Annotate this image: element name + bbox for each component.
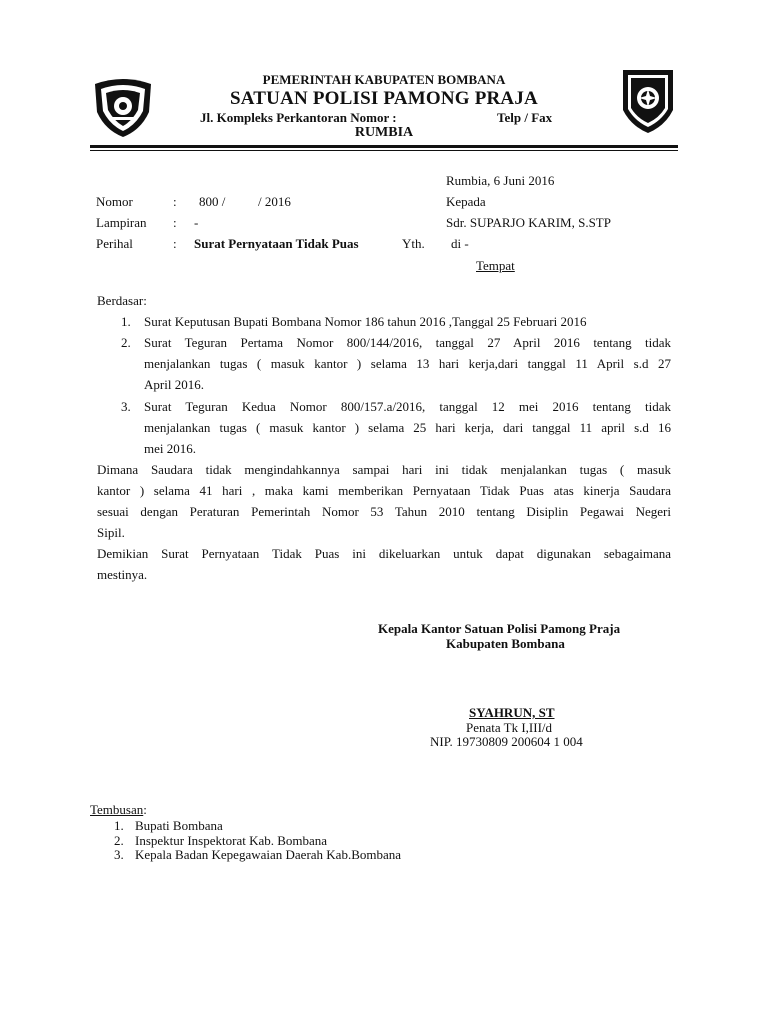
nomor-label: Nomor [96,194,133,209]
kepada-label: Kepada [446,194,486,209]
kop-telp: Telp / Fax [497,110,553,125]
letterhead-divider-thin [90,150,678,151]
tembusan-item: 3. Kepala Badan Kepegawaian Daerah Kab.Bombana [114,847,402,862]
lampiran-colon: : [173,215,177,230]
berdasar-label: Berdasar: [97,293,147,308]
perihal-colon: : [173,236,177,251]
perihal-value: Surat Pernyataan Tidak Puas [194,236,359,251]
signatory-name: SYAHRUN, ST [469,705,555,720]
kop-address: Jl. Kompleks Perkantoran Nomor : [200,110,397,125]
signature-title-2: Kabupaten Bombana [446,636,565,651]
recipient-name: Sdr. SUPARJO KARIM, S.STP [446,215,611,230]
yth-label: Yth. [402,236,425,251]
lampiran-value: - [194,215,199,230]
list-item: Surat Teguran Pertama Nomor 800/144/2016, tanggal 27 April 2016 tentang tidak menjalankan tugas ( masuk kantor ) selama 13 hari kerja,dari tanggal 11 April s.d 27 April 2016. [144,335,671,392]
list-item: Surat Teguran Kedua Nomor 800/157.a/2016, tanggal 12 mei 2016 tentang tidak menjalankan tugas ( masuk kantor ) selama 25 hari kerja, dari tanggal 11 april s.d 16 mei 2016. [144,399,671,456]
kop-city: RUMBIA [354,125,414,140]
tembusan-item: 1. Bupati Bombana [114,818,223,833]
letter-date: Rumbia, 6 Juni 2016 [446,173,555,188]
list-number: 1. [121,314,131,329]
list-number: 3. [121,399,131,414]
nomor-value: 800 / [199,194,226,209]
kop-government-name: PEMERINTAH KABUPATEN BOMBANA [262,72,506,87]
tempat-label: Tempat [476,258,515,273]
nomor-colon: : [173,194,177,209]
di-label: di - [451,236,469,251]
tembusan-item: 2. Inspektur Inspektorat Kab. Bombana [114,833,328,848]
signature-title: Kepala Kantor Satuan Polisi Pamong Praja [378,621,621,636]
tembusan-heading [90,802,147,818]
tembusan-label: Tembusan [90,802,144,817]
signatory-nip: NIP. 19730809 200604 1 004 [430,734,583,749]
list-item: Surat Keputusan Bupati Bombana Nomor 186 tahun 2016 ,Tanggal 25 Februari 2016 [144,314,587,329]
closing-paragraph: Demikian Surat Pernyataan Tidak Puas ini dikeluarkan untuk dapat digunakan sebagaimana mestinya. [97,546,671,582]
signatory-rank: Penata Tk I,III/d [466,720,553,735]
tembusan-colon: : [143,802,147,817]
letterhead-divider [90,145,678,148]
kop-agency-name: SATUAN POLISI PAMONG PRAJA [230,88,538,109]
list-number: 2. [121,335,131,350]
lampiran-label: Lampiran [96,215,147,230]
nomor-year: / 2016 [258,194,291,209]
body-paragraph: Dimana Saudara tidak mengindahkannya sampai hari ini tidak menjalankan tugas ( masuk kantor ) selama 41 hari , maka kami memberikan Pernyataan Tidak Puas atas kinerja Saudara sesuai dengan Peraturan Pemerintah Nomor 53 Tahun 2010 tentang Disiplin Pegawai Negeri Sipil. [97,462,671,540]
perihal-label: Perihal [96,236,133,251]
